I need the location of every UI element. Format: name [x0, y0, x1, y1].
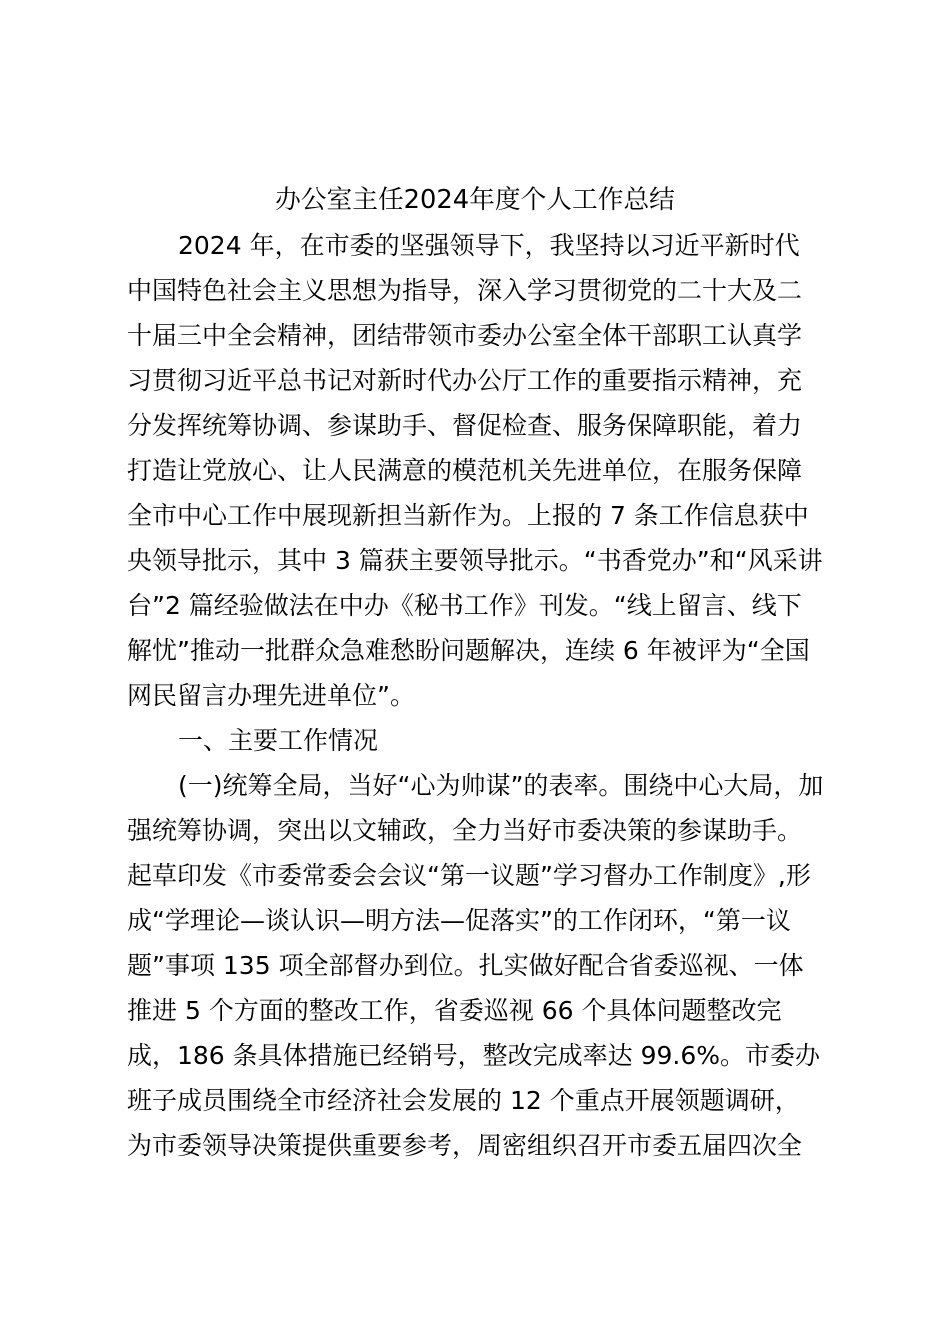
paragraph-line: 起草印发《市委常委会会议“第一议题”学习督办工作制度》,形 — [127, 861, 811, 890]
paragraph-line: (一)统筹全局，当好“心为帅谋”的表率。围绕中心大局，加 — [178, 771, 824, 800]
paragraph-line: 分发挥统筹协调、参谋助手、督促检查、服务保障职能，着力 — [127, 411, 803, 440]
paragraph-line: 打造让党放心、让人民满意的模范机关先进单位，在服务保障 — [127, 456, 803, 485]
paragraph-line: 班子成员围绕全市经济社会发展的 12 个重点开展领题调研， — [127, 1086, 800, 1115]
paragraph-line: 解忧”推动一批群众急难愁盼问题解决，连续 6 年被评为“全国 — [127, 636, 810, 665]
paragraph-line: 全市中心工作中展现新担当新作为。上报的 7 条工作信息获中 — [127, 501, 809, 530]
paragraph-line: 中国特色社会主义思想为指导，深入学习贯彻党的二十大及二 — [127, 276, 803, 305]
paragraph-line: 推进 5 个方面的整改工作，省委巡视 66 个具体问题整改完 — [127, 996, 782, 1025]
paragraph-line: 习贯彻习近平总书记对新时代办公厅工作的重要指示精神，充 — [127, 366, 803, 395]
paragraph-line: 十届三中全会精神，团结带领市委办公室全体干部职工认真学 — [127, 321, 803, 350]
paragraph-line: 为市委领导决策提供重要参考，周密组织召开市委五届四次全 — [127, 1131, 803, 1160]
paragraph-line: 成“学理论—谈认识—明方法—促落实”的工作闭环，“第一议 — [127, 906, 791, 935]
paragraph-line: 网民留言办理先进单位”。 — [127, 681, 415, 710]
paragraph-line: 2024 年，在市委的坚强领导下，我坚持以习近平新时代 — [178, 231, 800, 260]
paragraph-line: 成，186 条具体措施已经销号，整改完成率达 99.6%。市委办 — [127, 1041, 821, 1070]
section-heading: 一、主要工作情况 — [178, 726, 379, 755]
paragraph-line: 台”2 篇经验做法在中办《秘书工作》刊发。“线上留言、线下 — [127, 591, 802, 620]
paragraph-line: 央领导批示，其中 3 篇获主要领导批示。“书香党办”和“风采讲 — [127, 546, 823, 575]
paragraph-line: 题”事项 135 项全部督办到位。扎实做好配合省委巡视、一体 — [127, 951, 804, 980]
paragraph-line: 强统筹协调，突出以文辅政，全力当好市委决策的参谋助手。 — [127, 816, 803, 845]
document-title: 办公室主任2024年度个人工作总结 — [275, 185, 675, 215]
